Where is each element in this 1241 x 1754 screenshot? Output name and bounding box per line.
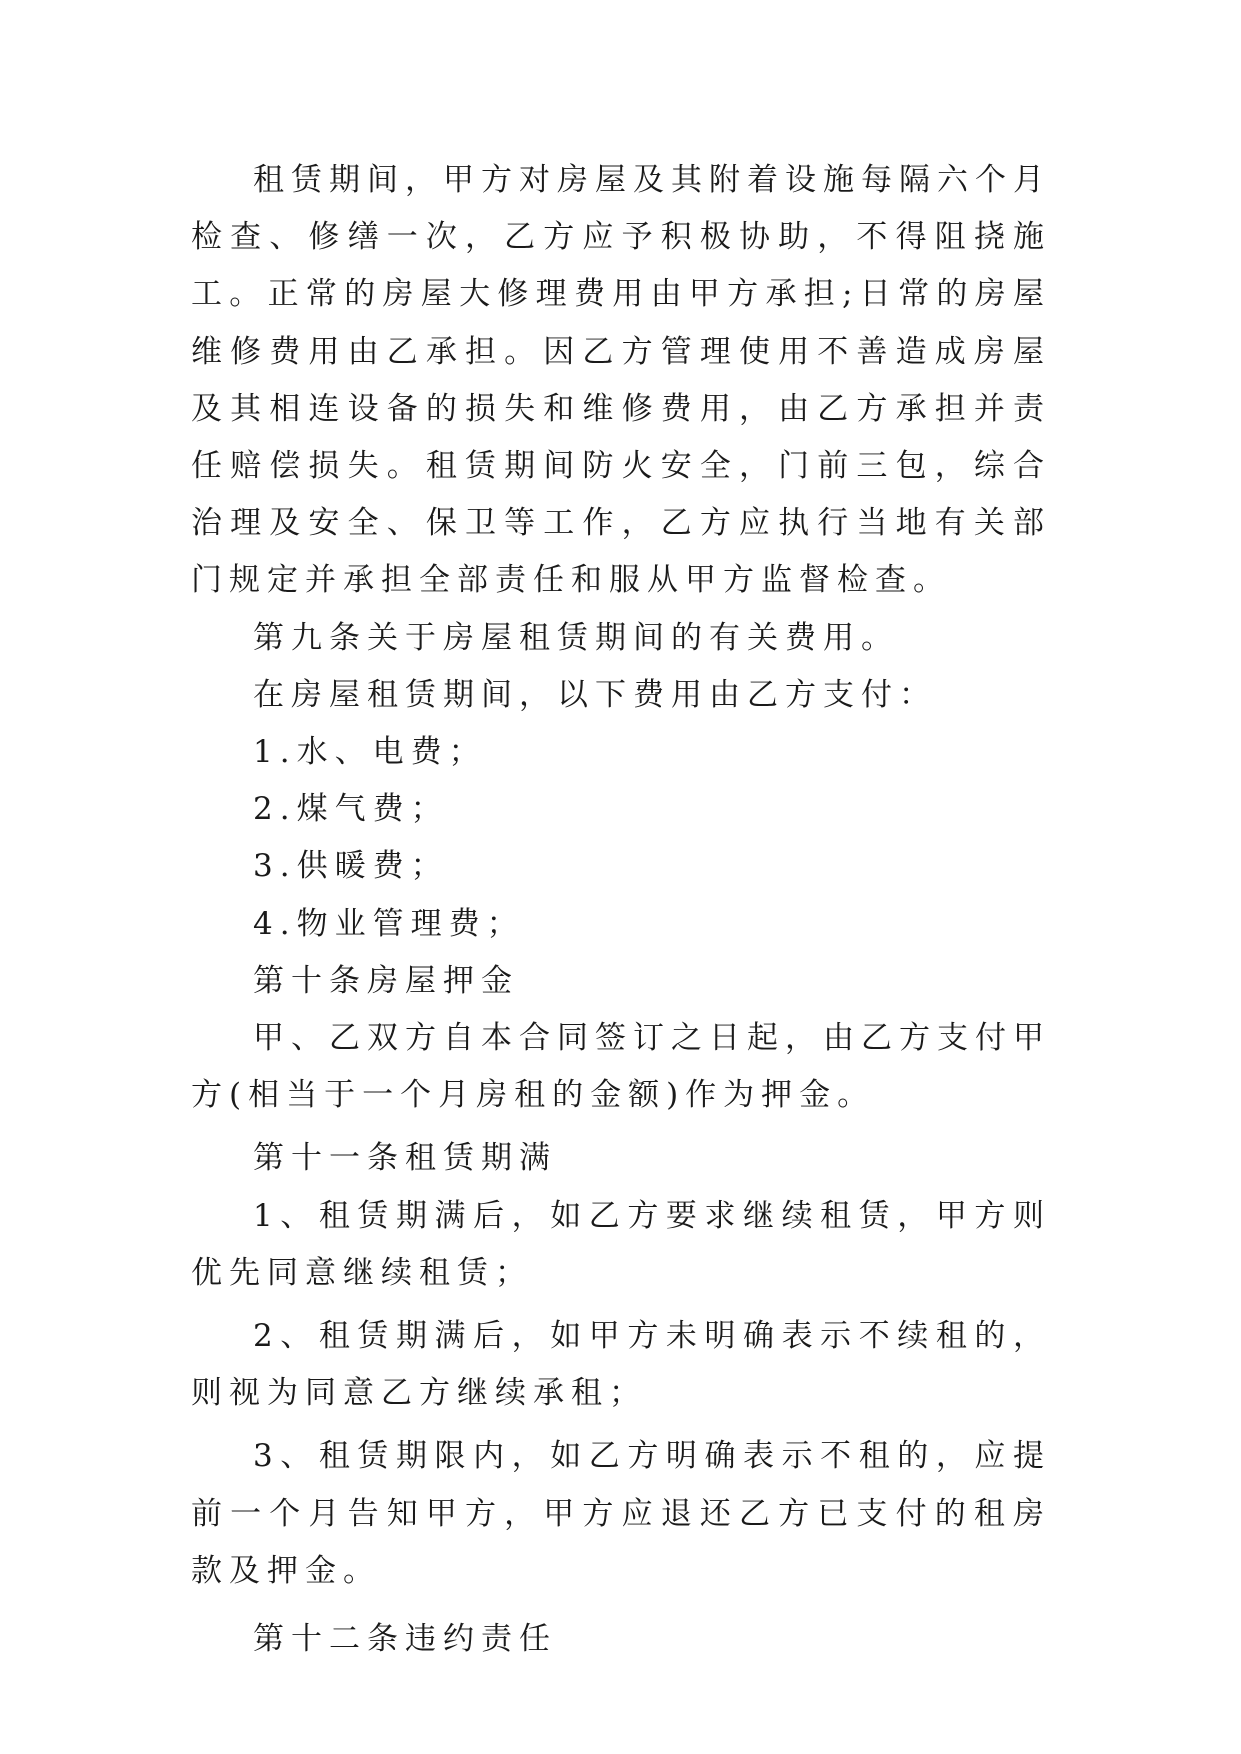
paragraph-fees-intro: 在房屋租赁期间，以下费用由乙方支付： xyxy=(253,676,937,713)
fee-item-2: 2.煤气费； xyxy=(253,791,449,828)
expiry-item-1: 1、租赁期满后，如乙方要求继续租赁，甲方则优先同意继续租赁； xyxy=(191,1197,1051,1291)
article-11-heading: 第十一条租赁期满 xyxy=(253,1140,557,1177)
fee-item-1: 1.水、电费； xyxy=(253,734,487,771)
expiry-item-3: 3、租赁期限内，如乙方明确表示不租的，应提前一个月告知甲方，甲方应退还乙方已支付的租房款及押金。 xyxy=(191,1438,1051,1589)
fee-item-3: 3.供暖费； xyxy=(253,848,449,885)
paragraph-maintenance: 租赁期间，甲方对房屋及其附着设施每隔六个月检查、修缮一次，乙方应予积极协助，不得阻挠施工。正常的房屋大修理费用由甲方承担;日常的房屋维修费用由乙承担。因乙方管理使用不善造成房屋及其相连设备的损失和维修费用，由乙方承担并责任赔偿损失。租赁期间防火安全，门前三包，综合治理及安全、保卫等工作，乙方应执行当地有关部门规定并承担全部责任和服从甲方监督检查。 xyxy=(191,162,1051,599)
expiry-item-2: 2、租赁期满后，如甲方未明确表示不续租的，则视为同意乙方继续承租； xyxy=(191,1318,1051,1412)
document-body xyxy=(191,152,1051,1668)
paragraph-deposit: 甲、乙双方自本合同签订之日起，由乙方支付甲方(相当于一个月房租的金额)作为押金。 xyxy=(191,1020,1051,1114)
article-12-heading: 第十二条违约责任 xyxy=(253,1621,557,1658)
fee-item-4: 4.物业管理费； xyxy=(253,905,525,942)
article-9-heading: 第九条关于房屋租赁期间的有关费用。 xyxy=(253,619,899,656)
article-10-heading: 第十条房屋押金 xyxy=(253,962,519,999)
